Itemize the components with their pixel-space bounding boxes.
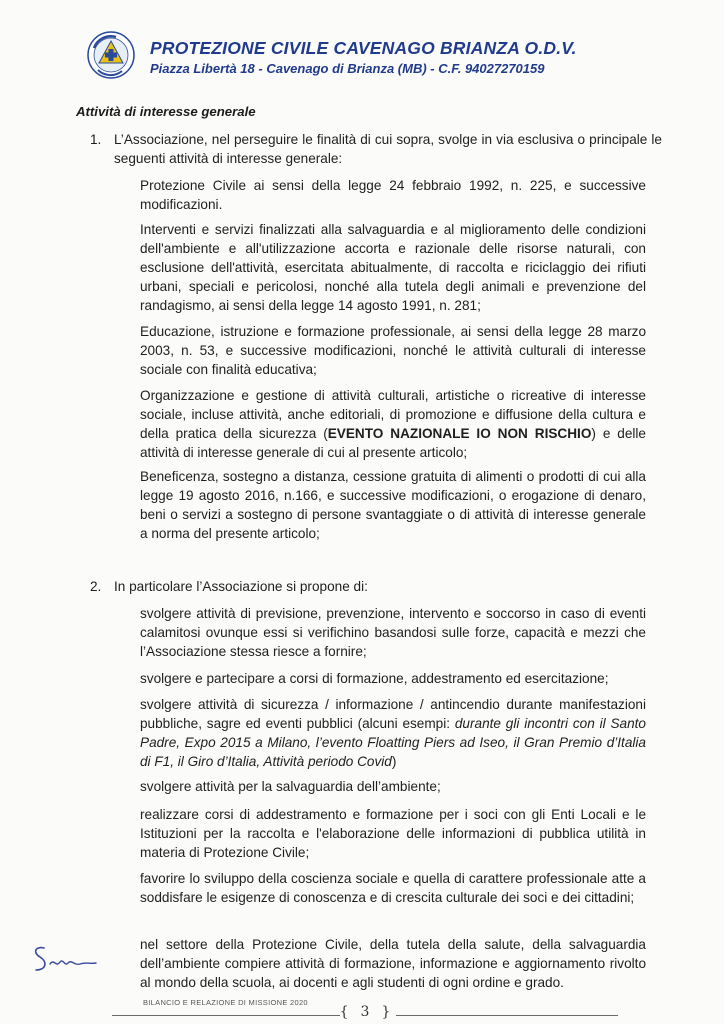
event-name: EVENTO NAZIONALE IO NON RISCHIO: [327, 426, 592, 441]
item-number: 1.: [90, 132, 102, 147]
activity-paragraph: Beneficenza, sostegno a distanza, cessione gratuita di alimenti o prodotti di cui alla legge 19 agosto 2016, n.166, e successive modificazioni, o erogazione di denaro, beni o servizi a sostegno di persone svantaggiate o di attività di interesse generale a norma del presente articolo;: [140, 469, 646, 541]
paragraph-text: ) e delle attività di interesse generale di cui al presente articolo;: [140, 426, 646, 460]
list-item-2: [90, 577, 662, 596]
page-number-group: [330, 1004, 400, 1020]
activity-paragraph: Protezione Civile ai sensi della legge 24 febbraio 1992, n. 225, e successive modificazioni.: [140, 178, 646, 212]
examples-text: durante gli incontri con il Santo Padre, Expo 2015 a Milano, l’evento Floatting Piers ad Iseo, il Gran Premio d’Italia di F1, il Giro d’Italia, Attività periodo Covid: [140, 716, 646, 769]
activity-paragraph: realizzare corsi di addestramento e formazione per i soci con gli Enti Locali e le Istituzioni per la raccolta e l'elaborazione delle informazioni di pubblica utilità in materia di Protezione Civile;: [140, 807, 646, 860]
activity-paragraph: nel settore della Protezione Civile, della tutela della salute, della salvaguardia dell’ambiente compiere attività di formazione, informazione e aggiornamento rivolto al mondo della scuola, ai docenti e agli studenti di ogni ordine e grado.: [140, 937, 646, 990]
handwritten-signature: [30, 940, 100, 976]
item-intro: L’Associazione, nel perseguire le finalità di cui sopra, svolge in via esclusiva o principale le seguenti attività di interesse generale:: [114, 132, 662, 166]
activity-paragraph: svolgere attività di previsione, prevenzione, intervento e soccorso in caso di eventi calamitosi ovunque essi si verifichino basandosi sulle forze, capacità e mezzi che l’Associazione stessa riesce a fornire;: [140, 606, 646, 659]
organization-address: Piazza Libertà 18 - Cavenago di Brianza (MB) - C.F. 94027270159: [150, 61, 545, 76]
activity-paragraph: svolgere attività per la salvaguardia dell’ambiente;: [140, 779, 441, 794]
activity-paragraph: Interventi e servizi finalizzati alla salvaguardia e al miglioramento delle condizioni dell'ambiente e all'utilizzazione accorta e razionale delle risorse naturali, con esclusione dell'attività, esercitata abitualmente, di raccolta e riciclaggio dei rifiuti urbani, speciali e pericolosi, nonché alla tutela degli animali e prevenzione del randagismo, ai sensi della legge 14 agosto 1991, n. 281;: [140, 222, 646, 313]
activity-paragraph: Educazione, istruzione e formazione professionale, ai sensi della legge 28 marzo 2003, n. 53, e successive modificazioni, nonché le attività culturali di interesse sociale con finalità educativa;: [140, 324, 646, 377]
list-item-1: [90, 130, 662, 168]
activity-paragraph: favorire lo sviluppo della coscienza sociale e quella di carattere professionale atte a soddisfare le esigenze di conoscenza e di crescita culturale dei soci e dei cittadini;: [140, 871, 646, 905]
paragraph-text: ): [391, 754, 397, 769]
paragraph-text: svolgere attività di sicurezza / informazione / antincendio durante manifestazioni pubbliche, sagre ed eventi pubblici (alcuni esempi:: [140, 697, 646, 731]
activity-paragraph: svolgere e partecipare a corsi di formazione, addestramento ed esercitazione;: [140, 671, 609, 686]
item-intro: In particolare l’Associazione si propone di:: [114, 579, 368, 594]
brace-left: {: [339, 1004, 349, 1020]
paragraph-text: Organizzazione e gestione di attività culturali, artistiche o ricreative di interesse sociale, incluse attività, anche editoriali, di promozione e diffusione della cultura e della pratica della sicurezza (: [140, 388, 646, 441]
footer-divider: [396, 1015, 618, 1016]
activity-paragraph: [140, 386, 646, 462]
activity-paragraph: [140, 695, 646, 771]
page-number: 3: [360, 1004, 370, 1020]
protezione-civile-logo: [86, 30, 136, 80]
item-number: 2.: [90, 579, 102, 594]
brace-right: }: [381, 1004, 391, 1020]
section-title: Attività di interesse generale: [76, 104, 256, 119]
organization-name: PROTEZIONE CIVILE CAVENAGO BRIANZA O.D.V.: [150, 38, 577, 58]
footer-label: BILANCIO E RELAZIONE DI MISSIONE 2020: [143, 998, 308, 1007]
footer-divider: [112, 1015, 340, 1016]
